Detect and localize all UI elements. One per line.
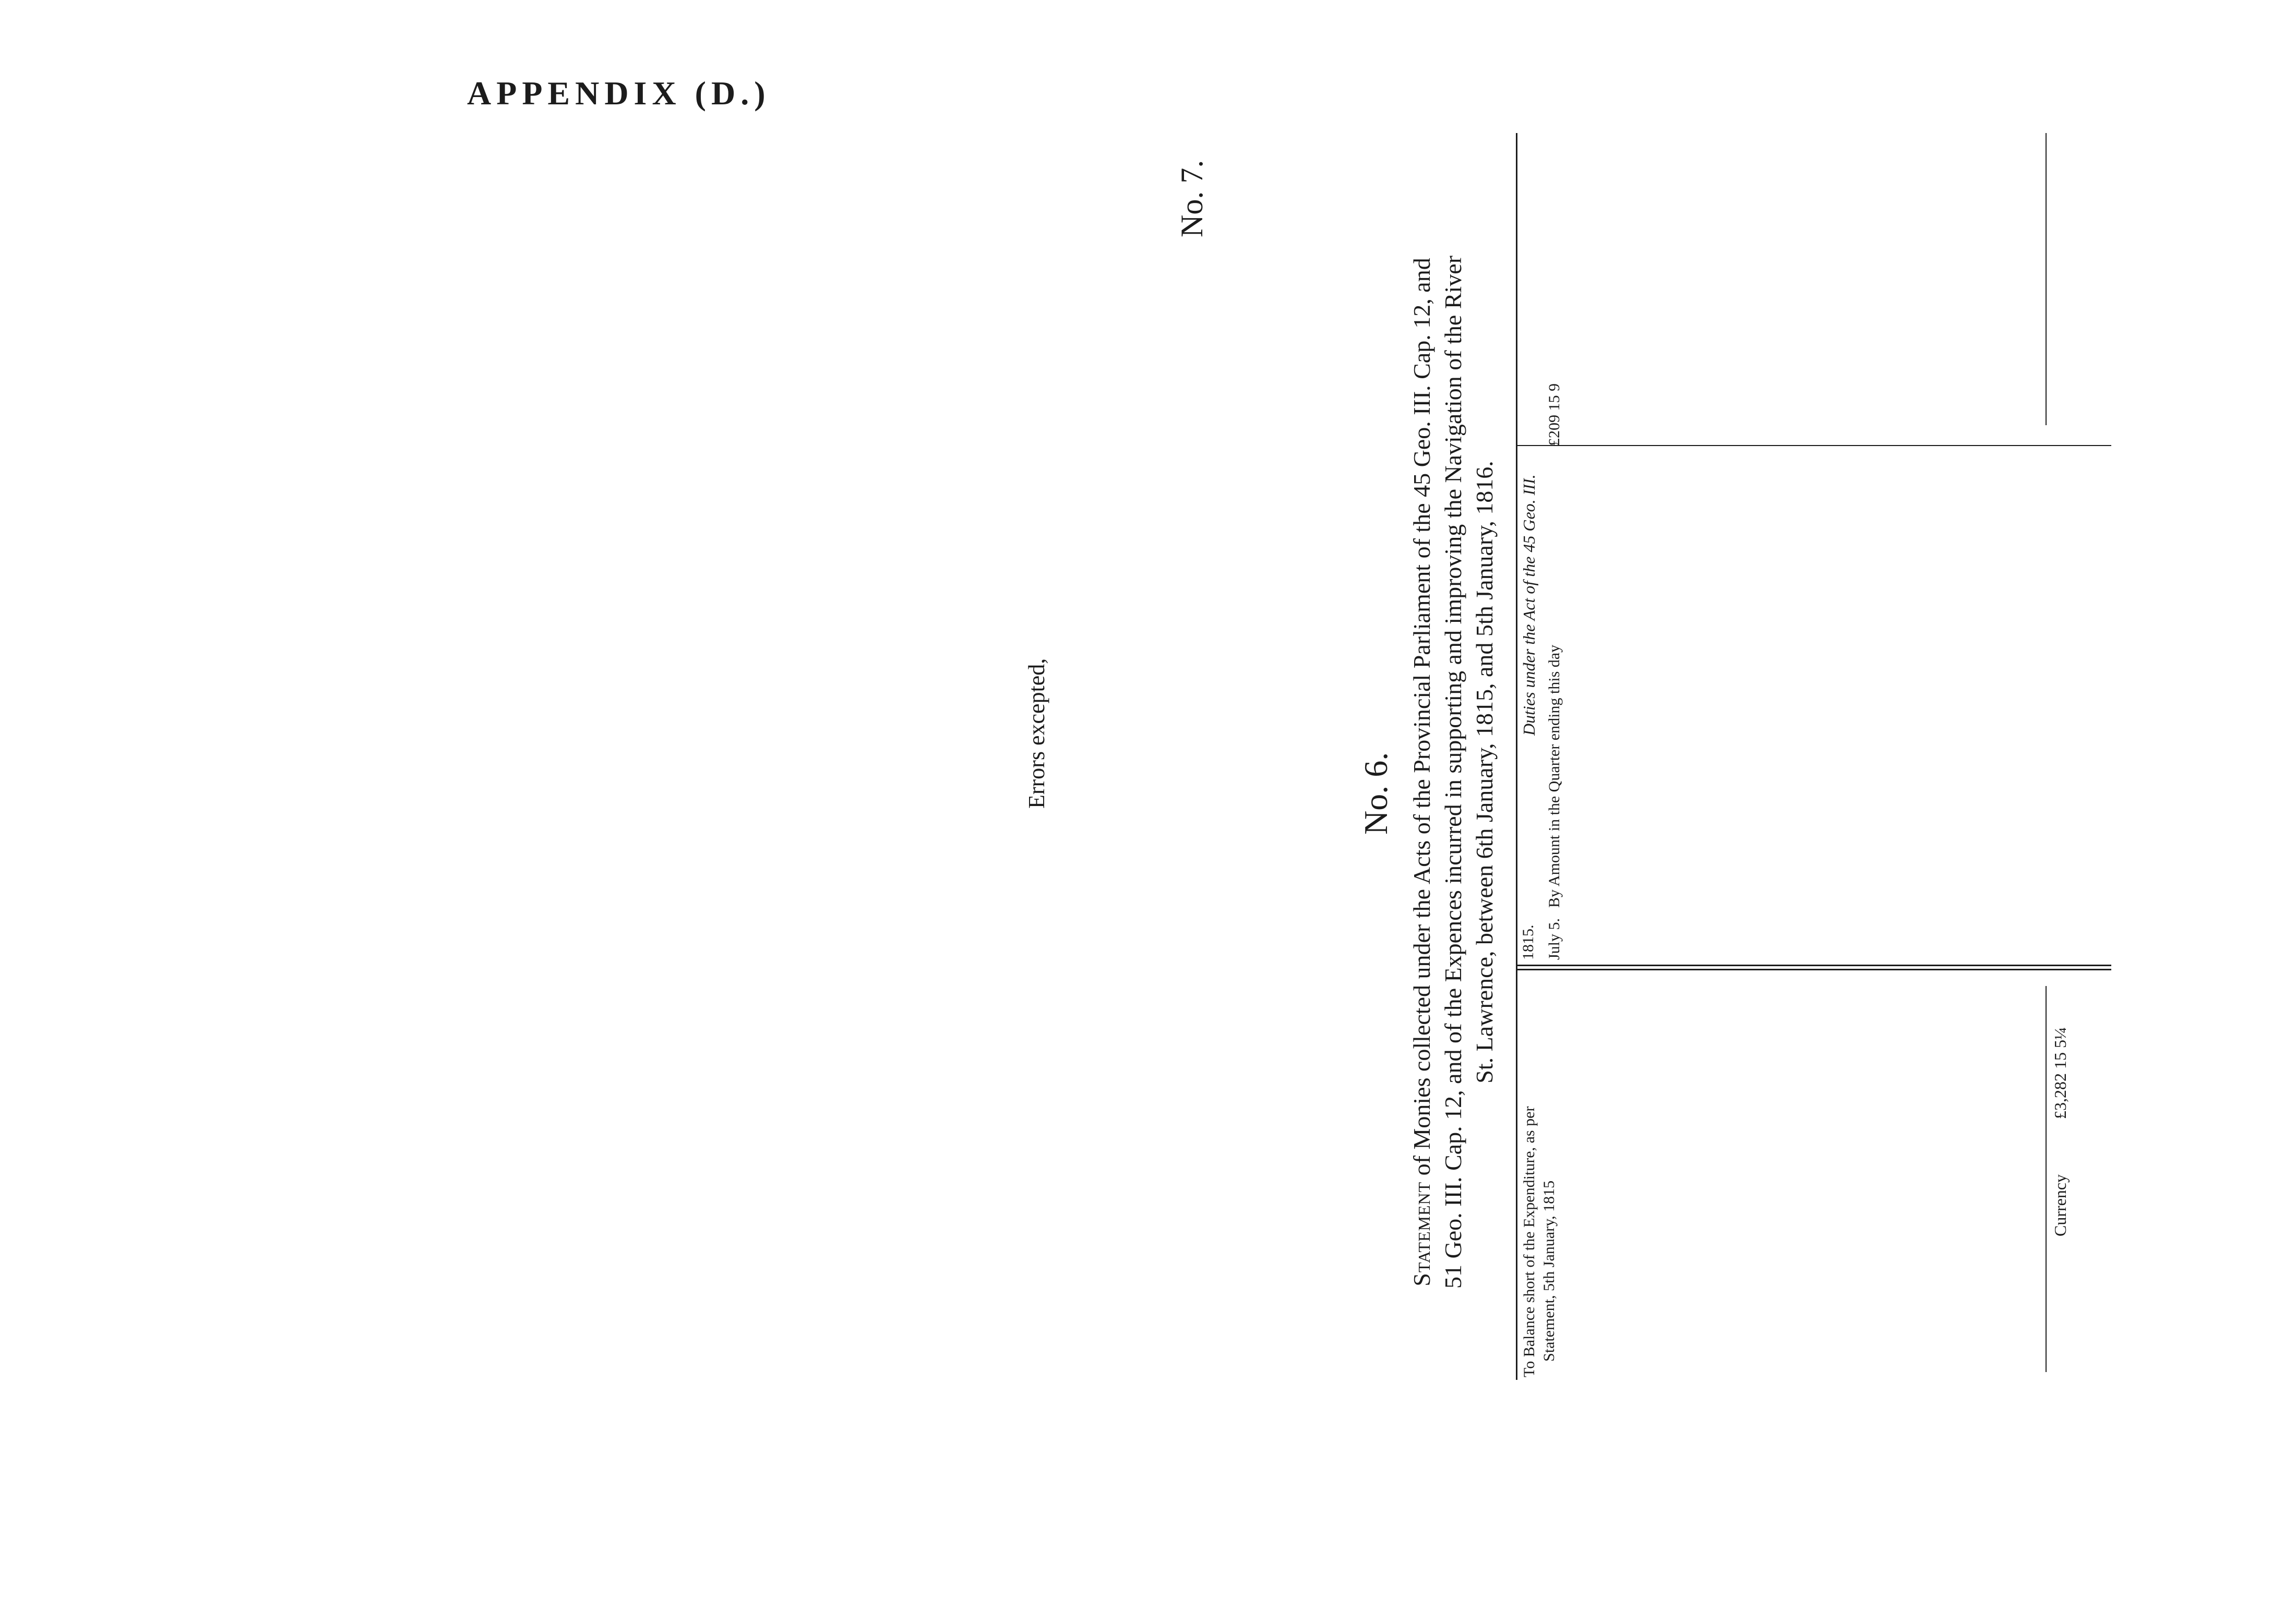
- statement-number: No. 6.: [1357, 752, 1394, 835]
- debit-row-1: [1520, 976, 1559, 1377]
- rotated-statement: [1357, 120, 2296, 1424]
- signature-errors: Errors excepted,: [1024, 658, 1049, 809]
- statement-title: [1406, 130, 1500, 1414]
- debit-amount-rule: [2046, 986, 2047, 1372]
- title-line-3: St. Lawrence, between 6th January, 1815, and 5th January, 1816.: [1471, 461, 1498, 1084]
- duty-row-1-amount: £209 15 9: [1546, 383, 1563, 446]
- debit-total-label: Currency: [2051, 1174, 2070, 1236]
- title-rest: of Monies collected under the Acts of the Provincial Parliament of the 45 Geo. III. Cap. 12, and: [1408, 258, 1435, 1182]
- debit-total-amount: £3,282 15 5¼: [2051, 1027, 2070, 1119]
- credit-total-rule: [2046, 133, 2047, 425]
- table-middle-double-rule-a: [1516, 969, 2111, 970]
- next-number: No. 7.: [1175, 160, 1209, 237]
- credit-section1-heading: Duties under the Act of the 45 Geo. III.: [1520, 474, 1538, 736]
- title-line-1: [1406, 130, 1438, 1414]
- duty-row-1: [1545, 177, 1564, 960]
- appendix-title: APPENDIX (D.): [467, 75, 771, 112]
- credit-amount-column-rule: [1516, 445, 2111, 446]
- table-middle-double-rule-b: [1516, 965, 2111, 966]
- debit-rows: [1520, 976, 2041, 1377]
- duty-row-1-text: By Amount in the Quarter ending this day: [1546, 644, 1563, 908]
- debit-row-1-l1: To Balance short of the Expenditure, as per: [1521, 1106, 1538, 1377]
- table-top-rule: [1516, 133, 1517, 1380]
- title-lead: Statement: [1408, 1181, 1435, 1287]
- debit-row-1-l2: Statement, 5th January, 1815: [1540, 1180, 1558, 1362]
- credit-year-1815: 1815.: [1520, 924, 1537, 960]
- title-line-2: 51 Geo. III. Cap. 12, and of the Expences incurred in supporting and improving the Navigation of the River: [1440, 255, 1466, 1289]
- duty-row-1-date: July 5.: [1546, 918, 1563, 960]
